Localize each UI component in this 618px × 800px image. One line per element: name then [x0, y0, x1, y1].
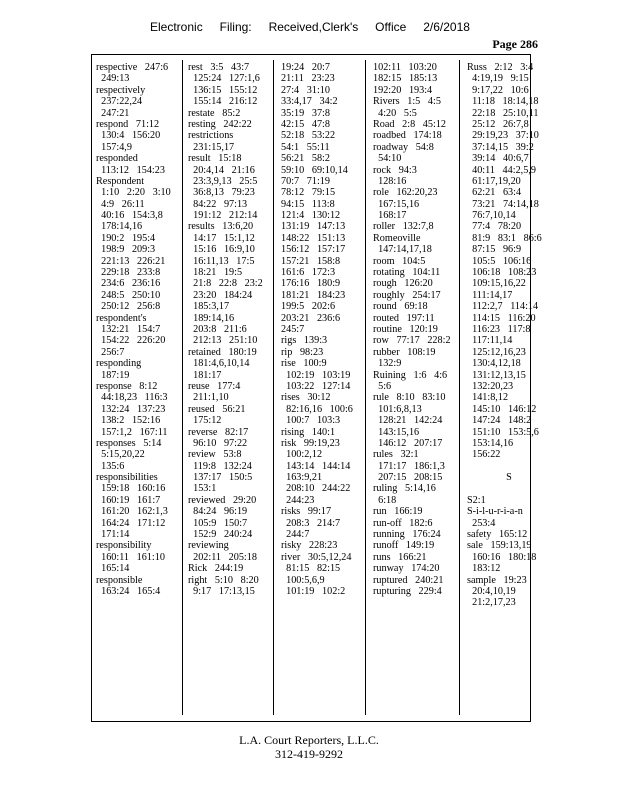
index-entry-line: 147:14,17,18 — [373, 244, 432, 256]
index-entry-line: 157:4,9 — [96, 141, 132, 153]
stamp-word: Received,Clerk's — [268, 20, 359, 34]
index-entry-line: 143:15,16 — [373, 426, 420, 438]
index-entry-line: 11:18 18:14,18 — [467, 96, 539, 108]
index-entry-line: 20:4,14 21:16 — [188, 164, 255, 176]
index-entry-line: 21:2,17,23 — [467, 597, 516, 609]
index-entry-line: 154:22 226:20 — [96, 335, 166, 347]
index-entry-line: 100:2,12 — [281, 449, 323, 461]
index-entry-line: 161:6 172:3 — [281, 267, 336, 279]
index-entry-line: retained 180:19 — [188, 346, 257, 358]
index-entry-line: 168:17 — [373, 210, 407, 222]
index-entry-line: 82:16,16 100:6 — [281, 403, 353, 415]
index-entry-line: Respondent — [96, 175, 145, 187]
index-entry-line: 163:9,21 — [281, 472, 323, 484]
index-entry-line: 131:19 147:13 — [281, 221, 346, 233]
index-entry-line: roadbed 174:18 — [373, 130, 442, 142]
index-entry-line: 36:8,13 79:23 — [188, 187, 255, 199]
index-entry-line: responding — [96, 358, 142, 370]
index-entry-line: 94:15 113:8 — [281, 198, 335, 210]
index-entry-line: 29:19,23 37:10 — [467, 130, 539, 142]
index-entry-line: 138:2 152:16 — [96, 415, 161, 427]
index-entry-line: runoff 149:19 — [373, 540, 435, 552]
index-entry-line: rise 100:9 — [281, 358, 327, 370]
index-entry-line: 62:21 63:4 — [467, 187, 522, 199]
index-entry-line: rest 3:5 43:7 — [188, 62, 250, 73]
column-divider — [182, 60, 183, 715]
index-entry-line: 181:21 184:23 — [281, 289, 346, 301]
index-entry-line: respondent's — [96, 312, 147, 324]
index-entry-line: 160:19 161:7 — [96, 494, 161, 506]
index-entry-line: 250:12 256:8 — [96, 301, 161, 313]
index-entry-line: 19:24 20:7 — [281, 62, 330, 73]
index-entry-line: 121:4 130:12 — [281, 210, 341, 222]
index-entry-line: 23:20 184:24 — [188, 289, 253, 301]
index-entry-line: 96:10 97:22 — [188, 437, 248, 449]
index-entry-line: resting 242:22 — [188, 118, 252, 130]
index-entry-line: 244:7 — [281, 529, 310, 541]
index-entry-line — [467, 461, 551, 472]
index-entry-line: 100:7 103:3 — [281, 415, 341, 427]
index-entry-line: 143:14 144:14 — [281, 460, 351, 472]
index-entry-line: 84:22 97:13 — [188, 198, 248, 210]
index-column-4 — [373, 62, 457, 712]
index-entry-line: 176:16 180:9 — [281, 278, 341, 290]
index-entry-line: 40:11 44:2,5,9 — [467, 164, 536, 176]
index-entry-line: 132:20,23 — [467, 380, 514, 392]
index-entry-line: S-i-l-u-r-i-a-n — [467, 506, 523, 518]
index-entry-line: respectively — [96, 84, 146, 96]
stamp-word: Filing: — [219, 20, 252, 34]
index-entry-line: 199:5 202:6 — [281, 301, 336, 313]
index-entry-line: 130:4 156:20 — [96, 130, 161, 142]
index-entry-line: 212:13 251:10 — [188, 335, 258, 347]
index-entry-line: 136:15 155:12 — [188, 84, 258, 96]
index-entry-line: reused 56:21 — [188, 403, 246, 415]
index-entry-line: 18:21 19:5 — [188, 267, 243, 279]
index-entry-line: 157:21 158:8 — [281, 255, 341, 267]
index-entry-line: reviewing — [188, 540, 229, 552]
index-entry-line: 207:15 208:15 — [373, 472, 443, 484]
index-entry-line: 20:4,10,19 — [467, 585, 516, 597]
index-entry-line: 132:21 154:7 — [96, 323, 161, 335]
index-entry-line: 245:7 — [281, 323, 305, 335]
index-entry-line: 103:22 127:14 — [281, 380, 351, 392]
index-entry-line: 198:9 209:3 — [96, 244, 156, 256]
index-entry-line: reuse 177:4 — [188, 380, 241, 392]
index-entry-line: 208:10 244:22 — [281, 483, 351, 495]
index-entry-line: 37:14,15 39:2 — [467, 141, 534, 153]
index-entry-line: 1:10 2:20 3:10 — [96, 187, 171, 199]
index-entry-line: risks 99:17 — [281, 506, 332, 518]
index-entry-line: risk 99:19,23 — [281, 437, 340, 449]
index-entry-line: 256:7 — [96, 346, 125, 358]
index-entry-line: 25:12 26:7,8 — [467, 118, 529, 130]
index-column-5 — [467, 62, 551, 712]
index-frame — [91, 54, 542, 722]
index-entry-line: 76:7,10,14 — [467, 210, 516, 222]
index-entry-line: 40:16 154:3,8 — [96, 210, 163, 222]
index-entry-line: 159:18 160:16 — [96, 483, 166, 495]
index-entry-line: 102:11 103:20 — [373, 62, 437, 73]
index-entry-line: 59:10 69:10,14 — [281, 164, 348, 176]
index-entry-line: 56:21 58:2 — [281, 153, 330, 165]
index-entry-line: 125:12,16,23 — [467, 346, 526, 358]
index-entry-line: 101:6,8,13 — [373, 403, 422, 415]
index-entry-line: 125:24 127:1,6 — [188, 73, 260, 85]
index-entry-line: 148:22 151:13 — [281, 232, 346, 244]
index-entry-line: response 8:12 — [96, 380, 158, 392]
index-entry-line: 5:15,20,22 — [96, 449, 145, 461]
index-entry-line: 114:15 116:20 — [467, 312, 536, 324]
index-entry-line: 77:4 78:20 — [467, 221, 522, 233]
index-entry-line: 181:17 — [188, 369, 222, 381]
index-entry-line: run-off 182:6 — [373, 517, 433, 529]
index-entry-line: 106:18 108:23 — [467, 267, 537, 279]
column-divider — [273, 60, 274, 715]
index-entry-line: 249:13 — [96, 73, 130, 85]
index-entry-line: 141:8,12 — [467, 392, 509, 404]
index-entry-line: 203:8 211:6 — [188, 323, 247, 335]
column-divider — [365, 60, 366, 715]
section-letter: S — [506, 472, 512, 484]
index-entry-line: 113:12 154:23 — [96, 164, 165, 176]
index-entry-line: rupturing 229:4 — [373, 585, 442, 597]
index-entry-line: 81:15 82:15 — [281, 563, 341, 575]
index-entry-line: 192:20 193:4 — [373, 84, 433, 96]
index-entry-line: 165:14 — [96, 563, 130, 575]
index-entry-line: right 5:10 8:20 — [188, 574, 259, 586]
index-entry-line: 146:12 207:17 — [373, 437, 443, 449]
index-entry-line: 137:17 150:5 — [188, 472, 253, 484]
index-entry-line: roadway 54:8 — [373, 141, 434, 153]
index-entry-line: reverse 82:17 — [188, 426, 249, 438]
index-entry-line: rigs 139:3 — [281, 335, 328, 347]
index-entry-line: 151:10 153:5,6 — [467, 426, 539, 438]
index-entry-line: 128:21 142:24 — [373, 415, 443, 427]
index-entry-line: 109:15,16,22 — [467, 278, 526, 290]
index-entry-line: 183:12 — [467, 563, 501, 575]
index-entry-line: 101:19 102:2 — [281, 585, 346, 597]
index-entry-line: 231:15,17 — [188, 141, 235, 153]
index-entry-line: 234:6 236:16 — [96, 278, 161, 290]
index-entry-line: rock 94:3 — [373, 164, 417, 176]
index-entry-line: 21:11 23:23 — [281, 73, 335, 85]
index-entry-line: restrictions — [188, 130, 234, 142]
index-entry-line: 155:14 216:12 — [188, 96, 258, 108]
index-entry-line: 229:18 233:8 — [96, 267, 161, 279]
index-entry-line: 39:14 40:6,7 — [467, 153, 529, 165]
index-entry-line: 156:12 157:17 — [281, 244, 346, 256]
index-entry-line: 153:14,16 — [467, 437, 514, 449]
index-entry-line: routine 120:19 — [373, 323, 438, 335]
index-entry-line: respective 247:6 — [96, 62, 169, 73]
index-entry-line: 33:4,17 34:2 — [281, 96, 338, 108]
index-entry-line: Road 2:8 45:12 — [373, 118, 447, 130]
index-entry-line: roller 132:7,8 — [373, 221, 434, 233]
index-entry-line: 35:19 37:8 — [281, 107, 330, 119]
index-entry-line: 128:16 — [373, 175, 407, 187]
index-entry-line: Romeoville — [373, 232, 421, 244]
index-entry-line: 22:18 25:10,11 — [467, 107, 539, 119]
index-entry-line: 27:4 31:10 — [281, 84, 330, 96]
index-entry-line: room 104:5 — [373, 255, 426, 267]
index-entry-line: runway 174:20 — [373, 563, 440, 575]
index-entry-line: 81:9 83:1 86:6 — [467, 232, 542, 244]
index-entry-line: rules 32:1 — [373, 449, 419, 461]
index-entry-line: 187:19 — [96, 369, 130, 381]
index-entry-line: 244:23 — [281, 494, 315, 506]
index-entry-line: 116:23 117:8 — [467, 323, 531, 335]
index-entry-line: 190:2 195:4 — [96, 232, 156, 244]
index-entry-line: 112:2,7 114:14 — [467, 301, 539, 313]
index-entry-line: 16:11,13 17:5 — [188, 255, 255, 267]
index-entry-line: 9:17,22 10:6 — [467, 84, 529, 96]
index-entry-line: 73:21 74:14,18 — [467, 198, 539, 210]
index-entry-line: 87:15 96:9 — [467, 244, 522, 256]
index-entry-line: Russ 2:12 3:4 — [467, 62, 534, 73]
index-entry-line: risky 228:23 — [281, 540, 338, 552]
index-entry-line: 248:5 250:10 — [96, 289, 161, 301]
index-entry-line: responsibilities — [96, 472, 158, 484]
index-entry-line: 208:3 214:7 — [281, 517, 341, 529]
index-entry-line: 4:9 26:11 — [96, 198, 145, 210]
index-entry-line: 15:16 16:9,10 — [188, 244, 255, 256]
index-entry-line: 145:10 146:12 — [467, 403, 537, 415]
filing-stamp — [150, 20, 470, 34]
index-entry-line: 153:1 — [188, 483, 217, 495]
index-entry-line: rises 30:12 — [281, 392, 331, 404]
index-entry-line: round 69:18 — [373, 301, 428, 313]
index-entry-line: 161:20 162:1,3 — [96, 506, 168, 518]
index-entry-line: 70:7 71:19 — [281, 175, 330, 187]
index-entry-line: 105:5 106:16 — [467, 255, 532, 267]
index-column-2 — [188, 62, 272, 712]
index-entry-line: 211:1,10 — [188, 392, 229, 404]
index-entry-line: sale 159:13,19 — [467, 540, 532, 552]
index-entry-line: responsible — [96, 574, 143, 586]
index-entry-line: river 30:5,12,24 — [281, 551, 352, 563]
index-entry-line: 189:14,16 — [188, 312, 235, 324]
index-entry-line: 5:6 — [373, 380, 392, 392]
index-entry-line: 105:9 150:7 — [188, 517, 248, 529]
index-entry-line: 119:8 132:24 — [188, 460, 252, 472]
index-entry-line: 175:12 — [188, 415, 222, 427]
index-entry-line: rule 8:10 83:10 — [373, 392, 446, 404]
index-entry-line: 163:24 165:4 — [96, 585, 161, 597]
index-entry-line: Rivers 1:5 4:5 — [373, 96, 441, 108]
index-entry-line: reviewed 29:20 — [188, 494, 257, 506]
index-entry-line: 171:17 186:1,3 — [373, 460, 445, 472]
index-entry-line: 52:18 53:22 — [281, 130, 336, 142]
index-entry-line: running 176:24 — [373, 529, 441, 541]
index-entry-line: sample 19:23 — [467, 574, 527, 586]
index-entry-line: safety 165:12 — [467, 529, 528, 541]
index-entry-line: 182:15 185:13 — [373, 73, 438, 85]
index-entry-line: review 53:8 — [188, 449, 242, 461]
index-entry-line: 4:19,19 9:15 — [467, 73, 529, 85]
footer-phone: 312-419-9292 — [275, 747, 343, 761]
index-entry-line: 185:3,17 — [188, 301, 230, 313]
index-entry-line: 78:12 79:15 — [281, 187, 336, 199]
index-entry-line: 54:1 55:11 — [281, 141, 330, 153]
index-entry-line: S2:1 — [467, 494, 486, 506]
index-entry-line: 203:21 236:6 — [281, 312, 341, 324]
index-entry-line: rough 126:20 — [373, 278, 433, 290]
index-entry-line: 102:19 103:19 — [281, 369, 351, 381]
index-entry-line: 131:12,13,15 — [467, 369, 526, 381]
index-entry-line: 44:18,23 116:3 — [96, 392, 168, 404]
index-entry-line: runs 166:21 — [373, 551, 427, 563]
index-entry-line: 164:24 171:12 — [96, 517, 166, 529]
index-entry-line: 6:18 — [373, 494, 397, 506]
index-entry-line: 4:20 5:5 — [373, 107, 417, 119]
index-entry-line: responded — [96, 153, 138, 165]
index-entry-line: 111:14,17 — [467, 289, 513, 301]
index-entry-line: rip 98:23 — [281, 346, 324, 358]
index-entry-line: 247:21 — [96, 107, 130, 119]
index-entry-line: 14:17 15:1,12 — [188, 232, 255, 244]
index-entry-line: roughly 254:17 — [373, 289, 441, 301]
index-entry-line: rising 140:1 — [281, 426, 336, 438]
index-entry-line: 147:24 148:2 — [467, 415, 532, 427]
index-entry-line: row 77:17 228:2 — [373, 335, 451, 347]
index-entry-line: 21:8 22:8 23:2 — [188, 278, 263, 290]
column-divider — [459, 60, 460, 715]
index-entry-line: 84:24 96:19 — [188, 506, 248, 518]
index-column-1 — [96, 62, 180, 712]
index-entry-line: run 166:19 — [373, 506, 423, 518]
index-entry-line: 23:3,9,13 25:5 — [188, 175, 258, 187]
index-entry-line: 157:1,2 167:11 — [96, 426, 168, 438]
index-entry-line: 117:11,14 — [467, 335, 513, 347]
index-entry-line: Rick 244:19 — [188, 563, 244, 575]
page-number: Page 286 — [492, 37, 538, 51]
index-column-3 — [281, 62, 365, 712]
stamp-word: 2/6/2018 — [423, 20, 470, 34]
index-entry-line — [467, 483, 551, 494]
index-entry-line: 181:4,6,10,14 — [188, 358, 250, 370]
index-entry-line: responsibility — [96, 540, 152, 552]
footer-company: L.A. Court Reporters, L.L.C. — [239, 733, 379, 747]
index-entry-line: 253:4 — [467, 517, 496, 529]
index-entry-line: Ruining 1:6 4:6 — [373, 369, 448, 381]
index-entry-line: 160:16 180:18 — [467, 551, 537, 563]
index-entry-line: routed 197:11 — [373, 312, 435, 324]
index-entry-line: 152:9 240:24 — [188, 529, 253, 541]
index-entry-line: respond 71:12 — [96, 118, 160, 130]
stamp-word: Electronic — [150, 20, 203, 34]
index-entry-line: 132:9 — [373, 358, 402, 370]
index-entry-line: 178:14,16 — [96, 221, 143, 233]
index-entry-line: 167:15,16 — [373, 198, 420, 210]
index-entry-line: 202:11 205:18 — [188, 551, 257, 563]
index-entry-line: rotating 104:11 — [373, 267, 441, 279]
index-entry-line: results 13:6,20 — [188, 221, 254, 233]
index-entry-line: restate 85:2 — [188, 107, 241, 119]
index-entry-line: 42:15 47:8 — [281, 118, 330, 130]
index-entry-line: ruling 5:14,16 — [373, 483, 436, 495]
index-entry-line: role 162:20,23 — [373, 187, 438, 199]
index-entry-line: result 15:18 — [188, 153, 242, 165]
index-entry-line: responses 5:14 — [96, 437, 162, 449]
index-entry-line: 156:22 — [467, 449, 501, 461]
index-entry-line: ruptured 240:21 — [373, 574, 444, 586]
index-entry-line: rubber 108:19 — [373, 346, 436, 358]
index-entry-line: 221:13 226:21 — [96, 255, 166, 267]
index-entry-line: 160:11 161:10 — [96, 551, 165, 563]
index-entry-line: 171:14 — [96, 529, 130, 541]
index-entry-line: 237:22,24 — [96, 96, 143, 108]
index-entry-line: 191:12 212:14 — [188, 210, 258, 222]
index-entry-line: 54:10 — [373, 153, 402, 165]
index-entry-line: 135:6 — [96, 460, 125, 472]
index-entry-line: 100:5,6,9 — [281, 574, 325, 586]
index-entry-line: 9:17 17:13,15 — [188, 585, 255, 597]
index-entry-line: 61:17,19,20 — [467, 175, 521, 187]
index-entry-line: 130:4,12,18 — [467, 358, 521, 370]
stamp-word: Office — [375, 20, 407, 34]
index-entry-line: 132:24 137:23 — [96, 403, 166, 415]
